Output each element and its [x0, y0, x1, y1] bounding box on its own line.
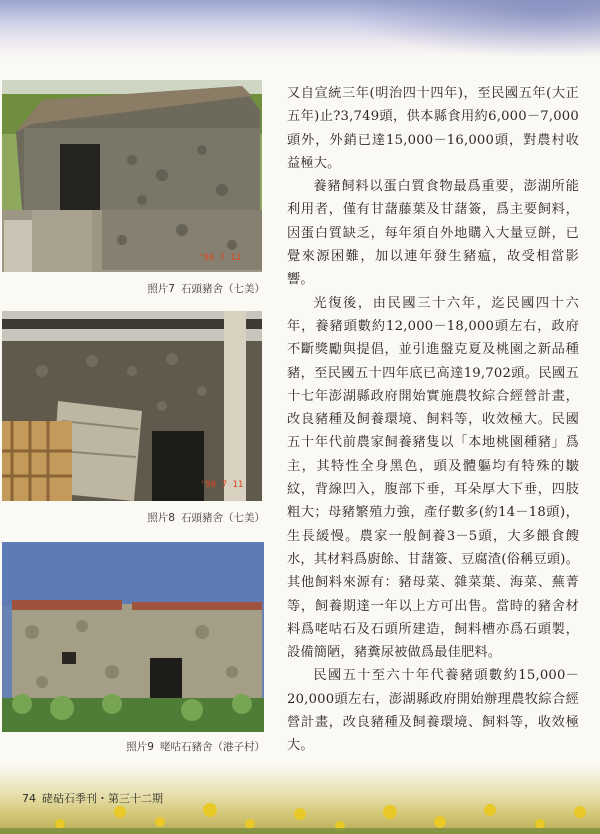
photo-9-caption-text: 咾咕石豬舍（港子村）: [160, 741, 265, 753]
photo-8: [2, 311, 262, 501]
header-sky-banner: [0, 0, 600, 58]
photo-7-caption-text: 石頭豬舍（七美）: [181, 283, 265, 295]
photo-9-caption: [126, 739, 265, 754]
footer-flower-band: [0, 764, 600, 834]
photo-8-image: [2, 311, 262, 501]
photo-9-image: [2, 542, 264, 732]
page-number: 74: [22, 792, 36, 805]
paragraph-2: 養豬飼料以蛋白質食物最爲重要，澎湖所能利用者，僅有甘藷藤葉及甘藷簽，爲主要飼料，因蛋白質缺乏，每年須自外地購入大量豆餅，已覺來源困難，加以連年發生豬瘟，故受相當影響。: [287, 179, 579, 288]
photo-8-caption-text: 石頭豬舍（七美）: [181, 512, 265, 524]
photo-7-image: [2, 80, 262, 272]
footer-text: [22, 790, 163, 806]
photo-9: [2, 542, 264, 732]
publication-title: 硓𥑮石季刊・第三十二期: [42, 792, 163, 805]
photo-9-number: 照片9: [126, 741, 154, 753]
photo-7-date-stamp: '96 7 11: [198, 253, 242, 263]
paragraph-1: 又自宣統三年(明治四十四年)，至民國五年(大正五年)止?3,749頭，供本縣食用約6,000－7,000頭外，外銷已達15,000－16,000頭，對農村收益極大。: [287, 86, 579, 171]
photo-8-date-stamp: '96 7 11: [200, 480, 244, 490]
photo-7-number: 照片7: [147, 283, 175, 295]
photo-8-caption: [147, 510, 265, 525]
photo-8-number: 照片8: [147, 512, 175, 524]
article-body: [287, 82, 579, 758]
paragraph-3: 光復後，由民國三十六年，迄民國四十六年，養豬頭數約12,000－18,000頭左右，政府不斷獎勵與提倡，並引進盤克夏及桃園之新品種豬，至民國五十四年底已高達19,702頭。民國五十七年澎湖縣政府開始實施農牧綜合經營計畫，改良豬種及飼養環境、飼料等，收效極大。民國五十年代前農家飼養豬隻以「本地桃園種豬」爲主，其特性全身黑色，頭及體軀均有特殊的皺紋，背線凹入，腹部下垂，耳朵厚大下垂，四肢粗大；母豬繁殖力強，產仔數多(約14－18頭)，生長緩慢。農家一般飼養3－5頭，大多餵食餿水，其材料爲廚餘、甘藷簽、豆腐渣(俗稱豆頭)。其他飼料來源有：豬母菜、雜菜葉、海菜、蕪菁等，飼養期達一年以上方可出售。當時的豬舍材料爲咾咕石及石頭所建造，飼料槽亦爲石頭製，設備簡陋，豬糞尿被做爲最佳肥料。: [287, 295, 579, 661]
photo-7-caption: [147, 281, 265, 296]
photo-7: [2, 80, 262, 272]
paragraph-4: 民國五十至六十年代養豬頭數約15,000－20,000頭左右，澎湖縣政府開始辦理農牧綜合經營計畫，改良豬種及飼養環境、飼料等，收效極大。: [287, 668, 579, 754]
